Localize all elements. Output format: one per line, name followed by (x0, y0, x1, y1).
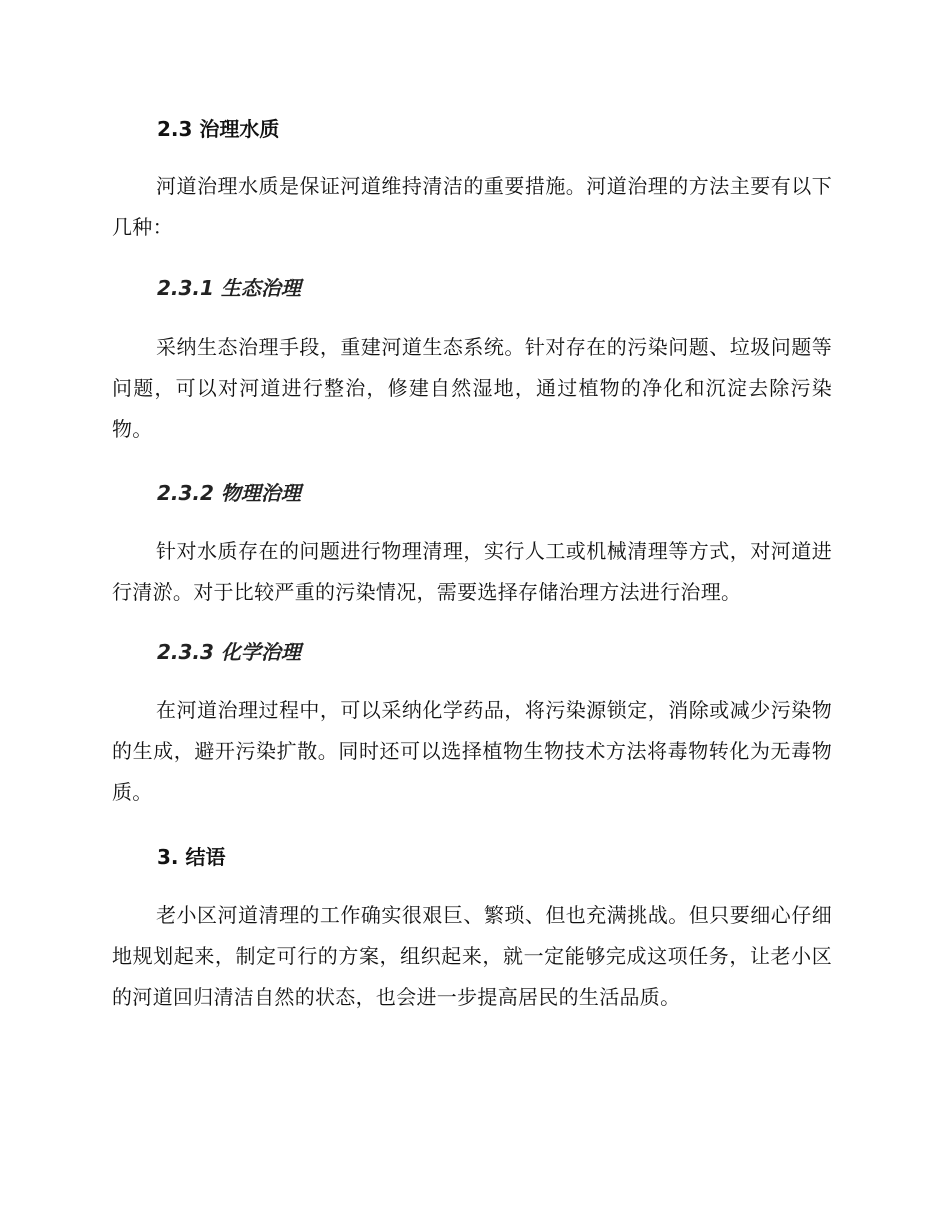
paragraph-physical-treatment: 针对水质存在的问题进行物理清理，实行人工或机械清理等方式，对河道进行清淤。对于比较严重的污染情况，需要选择存储治理方法进行治理。 (112, 539, 832, 604)
paragraph-chemical-treatment: 在河道治理过程中，可以采纳化学药品，将污染源锁定，消除或减少污染物的生成，避开污染扩散。同时还可以选择植物生物技术方法将毒物转化为无毒物质。 (112, 698, 832, 804)
paragraph-ecological-treatment: 采纳生态治理手段，重建河道生态系统。针对存在的污染问题、垃圾问题等问题，可以对河道进行整治，修建自然湿地，通过植物的净化和沉淀去除污染物。 (112, 335, 832, 441)
paragraph-water-quality-intro: 河道治理水质是保证河道维持清洁的重要措施。河道治理的方法主要有以下几种： (112, 174, 832, 239)
subsection-heading-2-3-2: 2.3.2 物理治理 (157, 481, 301, 505)
subsection-heading-2-3-1: 2.3.1 生态治理 (157, 276, 301, 300)
section-heading-2-3: 2.3 治理水质 (157, 117, 280, 141)
subsection-heading-2-3-3: 2.3.3 化学治理 (157, 640, 301, 664)
paragraph-conclusion: 老小区河道清理的工作确实很艰巨、繁琐、但也充满挑战。但只要细心仔细地规划起来，制定可行的方案，组织起来，就一定能够完成这项任务，让老小区的河道回归清洁自然的状态，也会进一步提高居民的生活品质。 (112, 903, 832, 1009)
section-heading-conclusion: 3. 结语 (157, 845, 226, 869)
